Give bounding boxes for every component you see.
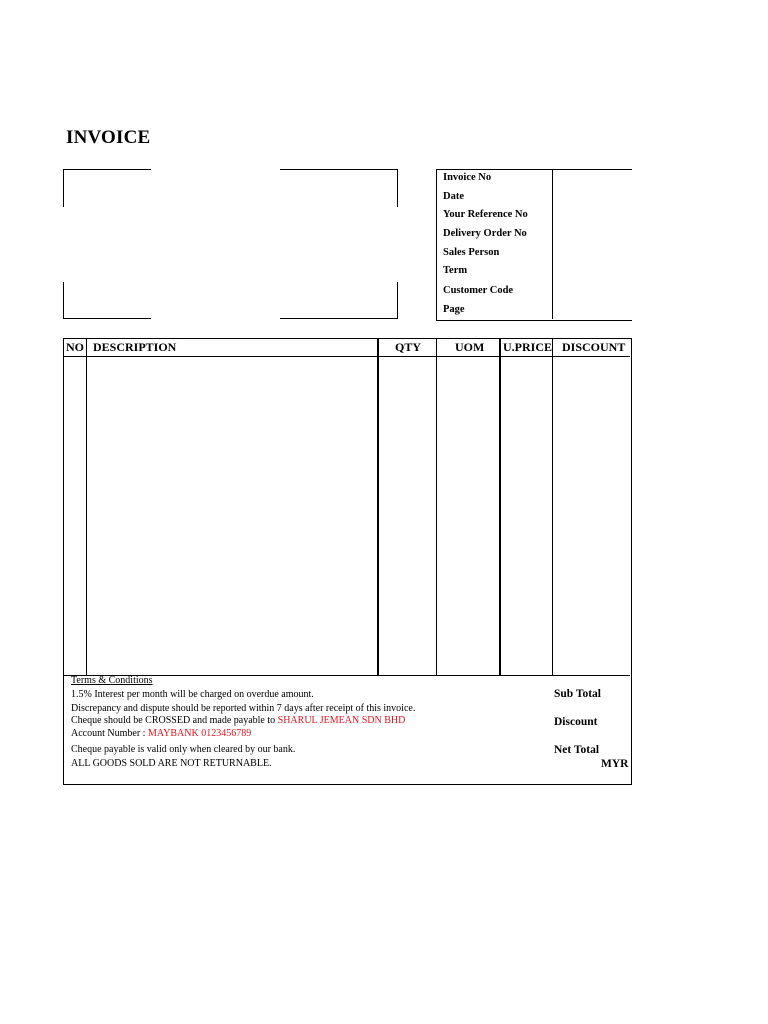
term-discrepancy: Discrepancy and dispute should be reported within 7 days after receipt of this invoice. bbox=[71, 703, 416, 714]
column-divider bbox=[499, 338, 501, 675]
term-cheque-prefix: Cheque should be CROSSED and made payable to bbox=[71, 715, 278, 726]
discount-label: Discount bbox=[554, 716, 598, 728]
term-cheque-payable bbox=[71, 715, 405, 726]
info-box-divider bbox=[552, 169, 553, 319]
info-box-border bbox=[436, 169, 632, 321]
term-account-number bbox=[71, 728, 251, 739]
header-separator bbox=[63, 356, 630, 357]
column-divider bbox=[86, 338, 87, 675]
column-divider bbox=[377, 338, 379, 675]
terms-title: Terms & Conditions bbox=[71, 675, 153, 686]
label-page: Page bbox=[443, 304, 465, 315]
label-sales-person: Sales Person bbox=[443, 247, 500, 258]
label-delivery-order-no: Delivery Order No bbox=[443, 228, 527, 239]
label-customer-code: Customer Code bbox=[443, 285, 514, 296]
label-date: Date bbox=[443, 191, 464, 202]
address-box-corner bbox=[63, 169, 151, 207]
column-divider bbox=[552, 338, 553, 675]
label-term: Term bbox=[443, 265, 468, 276]
address-box-corner bbox=[280, 169, 398, 207]
address-box-corner bbox=[63, 282, 151, 319]
column-divider bbox=[436, 338, 437, 675]
label-reference-no: Your Reference No bbox=[443, 209, 528, 220]
label-invoice-no: Invoice No bbox=[443, 172, 492, 183]
bank-account-number: MAYBANK 0123456789 bbox=[147, 728, 252, 739]
term-account-prefix: Account Number : bbox=[71, 728, 148, 739]
column-header-uom: UOM bbox=[455, 340, 485, 354]
invoice-title: INVOICE bbox=[66, 127, 151, 148]
column-header-discount: DISCOUNT bbox=[562, 340, 626, 354]
term-not-returnable: ALL GOODS SOLD ARE NOT RETURNABLE. bbox=[71, 758, 272, 769]
term-cheque-valid: Cheque payable is valid only when cleared by our bank. bbox=[71, 744, 296, 755]
net-total-label: Net Total bbox=[554, 744, 600, 756]
column-header-unit-price: U.PRICE bbox=[503, 340, 553, 354]
column-header-description: DESCRIPTION bbox=[93, 340, 177, 354]
column-header-qty: QTY bbox=[395, 340, 422, 354]
address-box-corner bbox=[280, 282, 398, 319]
column-header-no: NO bbox=[66, 340, 84, 354]
term-interest: 1.5% Interest per month will be charged on overdue amount. bbox=[71, 689, 314, 700]
payee-company-name: SHARUL JEMEAN SDN BHD bbox=[277, 715, 406, 726]
currency-label: MYR bbox=[601, 758, 629, 770]
sub-total-label: Sub Total bbox=[554, 688, 601, 700]
